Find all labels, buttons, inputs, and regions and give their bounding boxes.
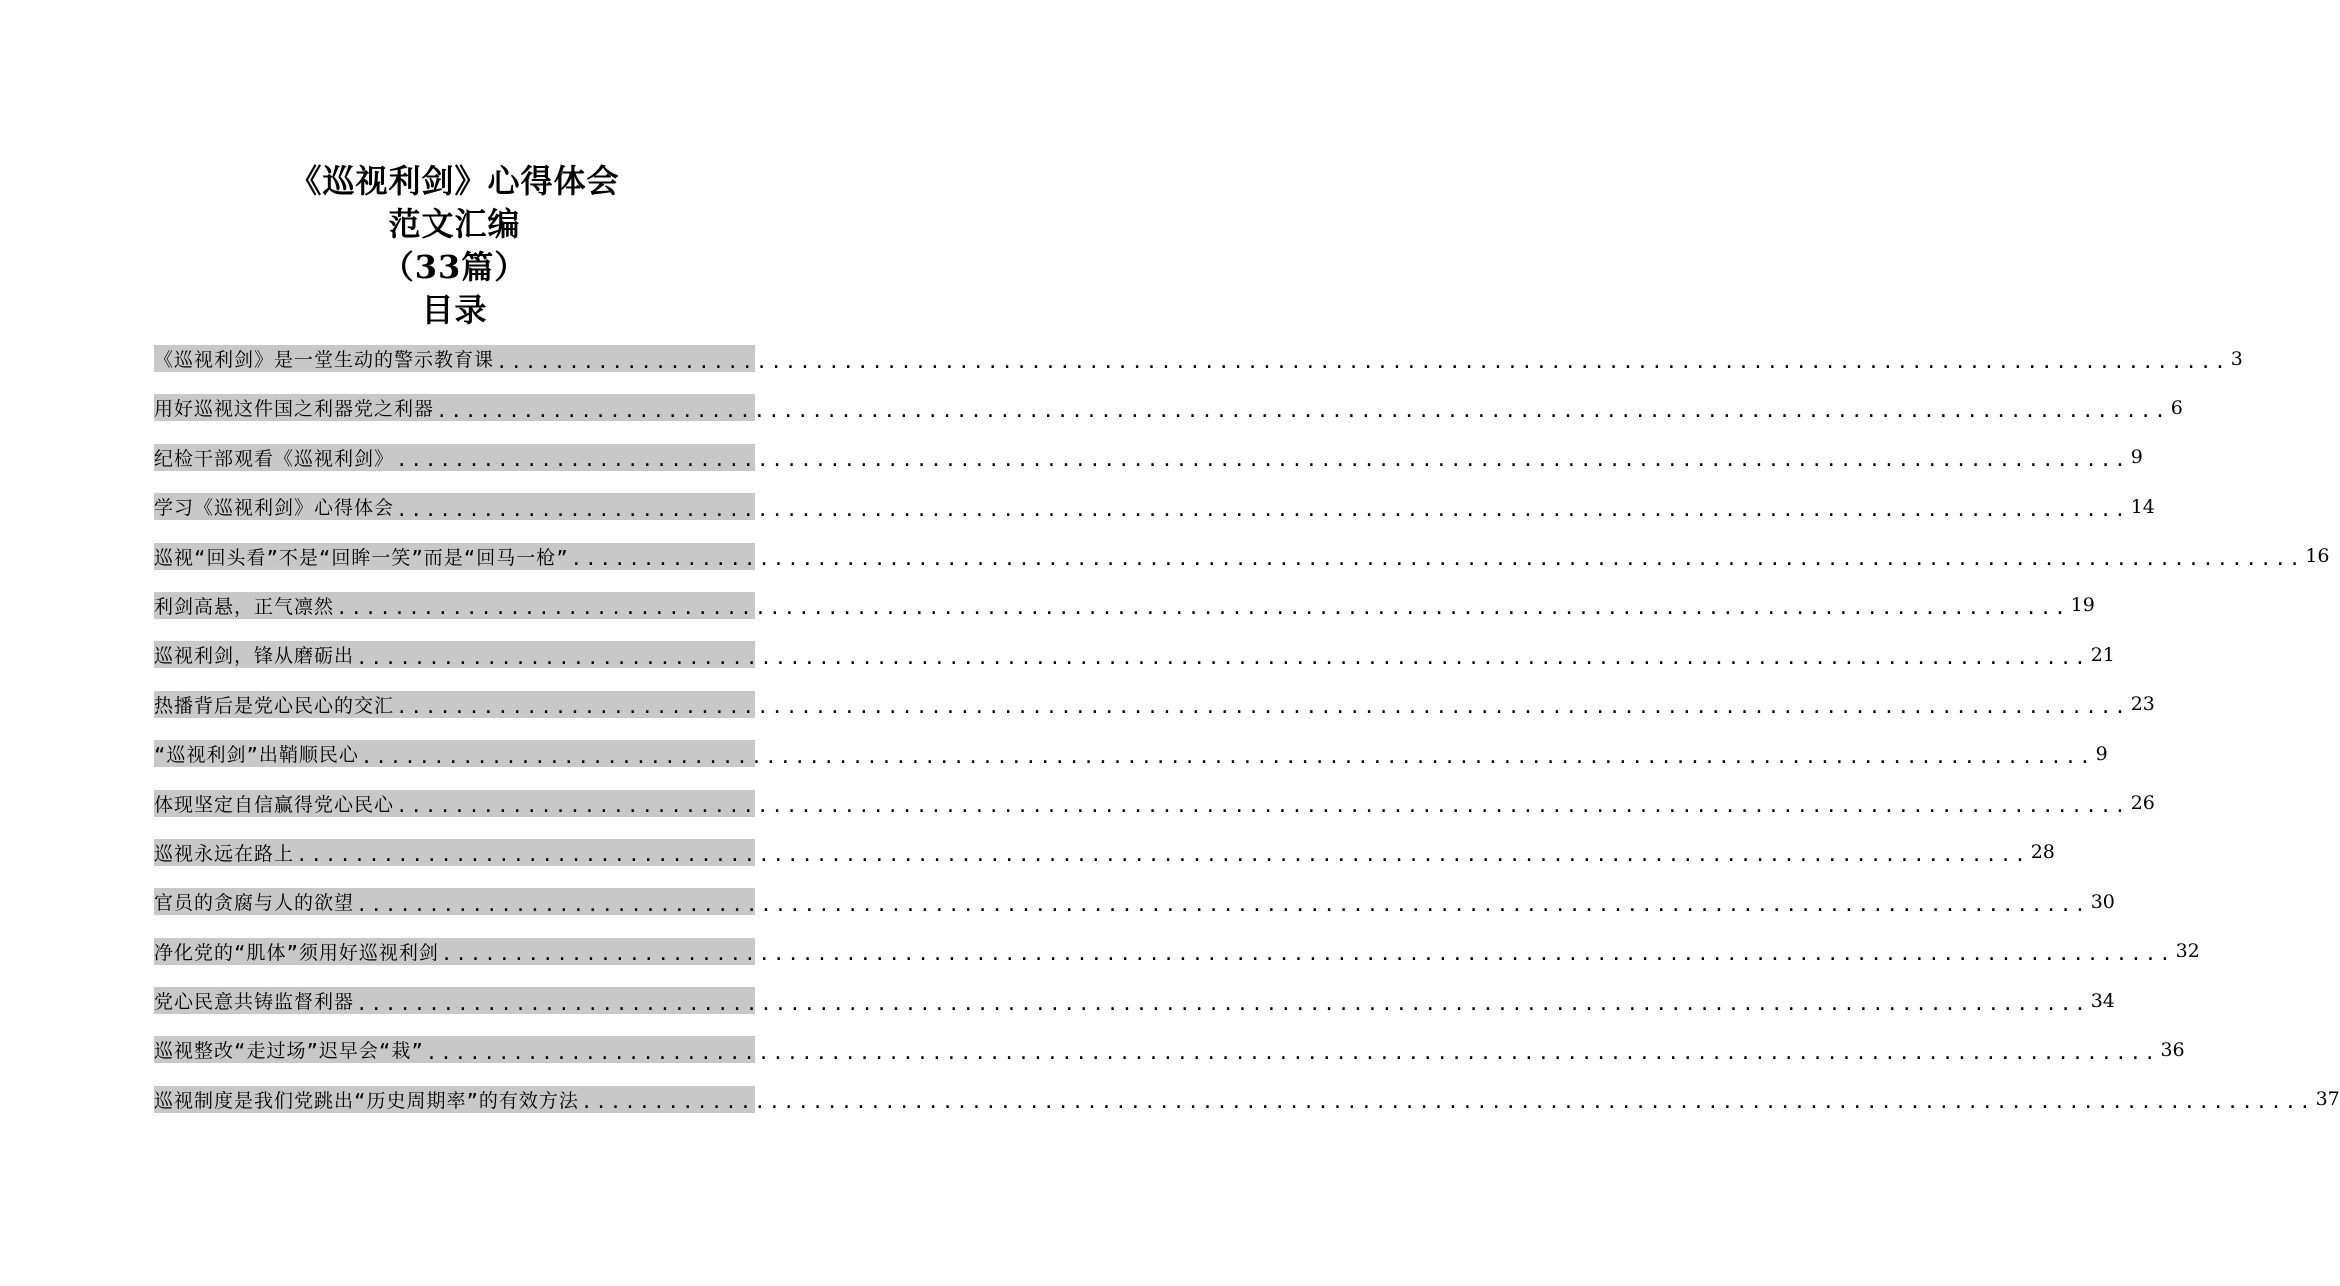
toc-dot-leader: ........................................................................................................................: [436, 399, 2169, 422]
toc-entry-line: [154, 345, 2243, 373]
toc-dot-leader: ........................................................................................................................: [296, 844, 2029, 867]
toc-dot-leader: ........................................................................................................................: [396, 449, 2129, 472]
toc-entry-line: [154, 1086, 2340, 1114]
toc-entry-title: 巡视整改“走过场”迟早会“栽”: [154, 1040, 424, 1063]
toc-dot-leader: ........................................................................................................................: [396, 795, 2129, 818]
toc-entry-line: [154, 691, 2155, 719]
toc-entry-line: [154, 543, 2330, 571]
toc-entry-line: [154, 1036, 2185, 1064]
toc-entry[interactable]: [154, 839, 2055, 888]
toc-entry[interactable]: [154, 888, 2115, 937]
document-subtitle: 范文汇编: [388, 205, 521, 243]
toc-dot-leader: ........................................................................................................................: [580, 1091, 2314, 1114]
toc-entry-title: 用好巡视这件国之利器党之利器: [154, 398, 435, 421]
toc-entry-line: [154, 394, 2183, 422]
toc-entry-line: [154, 938, 2200, 966]
toc-page-number: 9: [2130, 446, 2143, 469]
toc-entry-line: [154, 444, 2143, 472]
toc-dot-leader: ........................................................................................................................: [425, 1041, 2159, 1064]
toc-entry-line: [154, 888, 2115, 916]
toc-entry-line: [154, 592, 2095, 620]
toc-entry-title: 《巡视利剑》是一堂生动的警示教育课: [154, 349, 495, 371]
toc-page-number: 6: [2170, 396, 2183, 419]
toc-entry-title: 纪检干部观看《巡视利剑》: [154, 447, 395, 470]
toc-entry[interactable]: [154, 987, 2115, 1036]
toc-dot-leader: ........................................................................................................................: [356, 646, 2089, 669]
toc-entry[interactable]: [154, 493, 2155, 542]
toc-page-number: 30: [2090, 890, 2115, 913]
toc-dot-leader: ........................................................................................................................: [336, 597, 2069, 620]
toc-entry[interactable]: [154, 790, 2155, 839]
toc-page-number: 26: [2130, 792, 2155, 815]
toc-page-number: 3: [2230, 347, 2243, 370]
title-block: [0, 160, 909, 332]
table-of-contents: [154, 345, 2340, 1135]
toc-page-number: 36: [2160, 1038, 2185, 1061]
toc-entry-title: 官员的贪腐与人的欲望: [154, 892, 355, 915]
toc-entry[interactable]: [154, 641, 2115, 690]
toc-heading: 目录: [421, 291, 488, 329]
article-count: （33篇）: [381, 248, 528, 286]
toc-entry-line: [154, 740, 2108, 768]
toc-entry[interactable]: [154, 444, 2143, 493]
toc-entry[interactable]: [154, 1036, 2185, 1085]
toc-entry[interactable]: [154, 938, 2200, 987]
toc-entry-title: 热播背后是党心民心的交汇: [154, 694, 395, 717]
toc-entry-title: 利剑高悬，正气凛然: [154, 595, 335, 618]
toc-entry-title: 党心民意共铸监督利器: [154, 991, 355, 1014]
toc-page-number: 21: [2090, 643, 2115, 666]
toc-entry-title: 巡视“回头看”不是“回眸一笑”而是“回马一枪”: [154, 546, 569, 569]
toc-entry-line: [154, 839, 2055, 867]
toc-page-number: 32: [2175, 940, 2200, 963]
toc-page-number: 28: [2030, 841, 2055, 864]
toc-entry-title: 巡视永远在路上: [154, 842, 295, 865]
document-title: 《巡视利剑》心得体会: [289, 162, 620, 200]
toc-entry[interactable]: [154, 1086, 2340, 1135]
toc-entry-line: [154, 641, 2115, 669]
toc-dot-leader: ........................................................................................................................: [356, 992, 2089, 1015]
toc-entry-title: 体现坚定自信赢得党心民心: [154, 793, 395, 816]
toc-entry-title: 净化党的“肌体”须用好巡视利剑: [154, 941, 439, 964]
toc-entry-title: 学习《巡视利剑》心得体会: [154, 497, 395, 520]
toc-page-number: 9: [2095, 742, 2108, 765]
toc-dot-leader: ........................................................................................................................: [570, 548, 2304, 571]
toc-entry[interactable]: [154, 394, 2183, 443]
toc-page-number: 37: [2315, 1088, 2340, 1111]
toc-dot-leader: ........................................................................................................................: [396, 696, 2129, 719]
toc-dot-leader: ........................................................................................................................: [360, 745, 2094, 768]
toc-dot-leader: ........................................................................................................................: [356, 893, 2089, 916]
toc-dot-leader: ........................................................................................................................: [440, 943, 2174, 966]
toc-entry-title: 巡视利剑，锋从磨砺出: [154, 645, 355, 668]
toc-entry[interactable]: [154, 543, 2330, 592]
toc-page-number: 14: [2130, 495, 2155, 518]
toc-entry[interactable]: [154, 345, 2243, 394]
toc-entry-line: [154, 790, 2155, 818]
toc-entry-line: [154, 493, 2155, 521]
toc-page-number: 34: [2090, 989, 2115, 1012]
toc-page-number: 16: [2305, 545, 2330, 568]
toc-entry[interactable]: [154, 691, 2155, 740]
toc-entry[interactable]: [154, 592, 2095, 641]
toc-page-number: 23: [2130, 693, 2155, 716]
toc-dot-leader: ........................................................................................................................: [396, 498, 2129, 521]
toc-entry-title: “巡视利剑”出鞘顺民心: [154, 744, 359, 767]
toc-entry-title: 巡视制度是我们党跳出“历史周期率”的有效方法: [154, 1089, 579, 1112]
toc-page-number: 19: [2070, 594, 2095, 617]
toc-dot-leader: ........................................................................................................................: [496, 350, 2229, 373]
toc-entry-line: [154, 987, 2115, 1015]
toc-entry[interactable]: [154, 740, 2108, 789]
